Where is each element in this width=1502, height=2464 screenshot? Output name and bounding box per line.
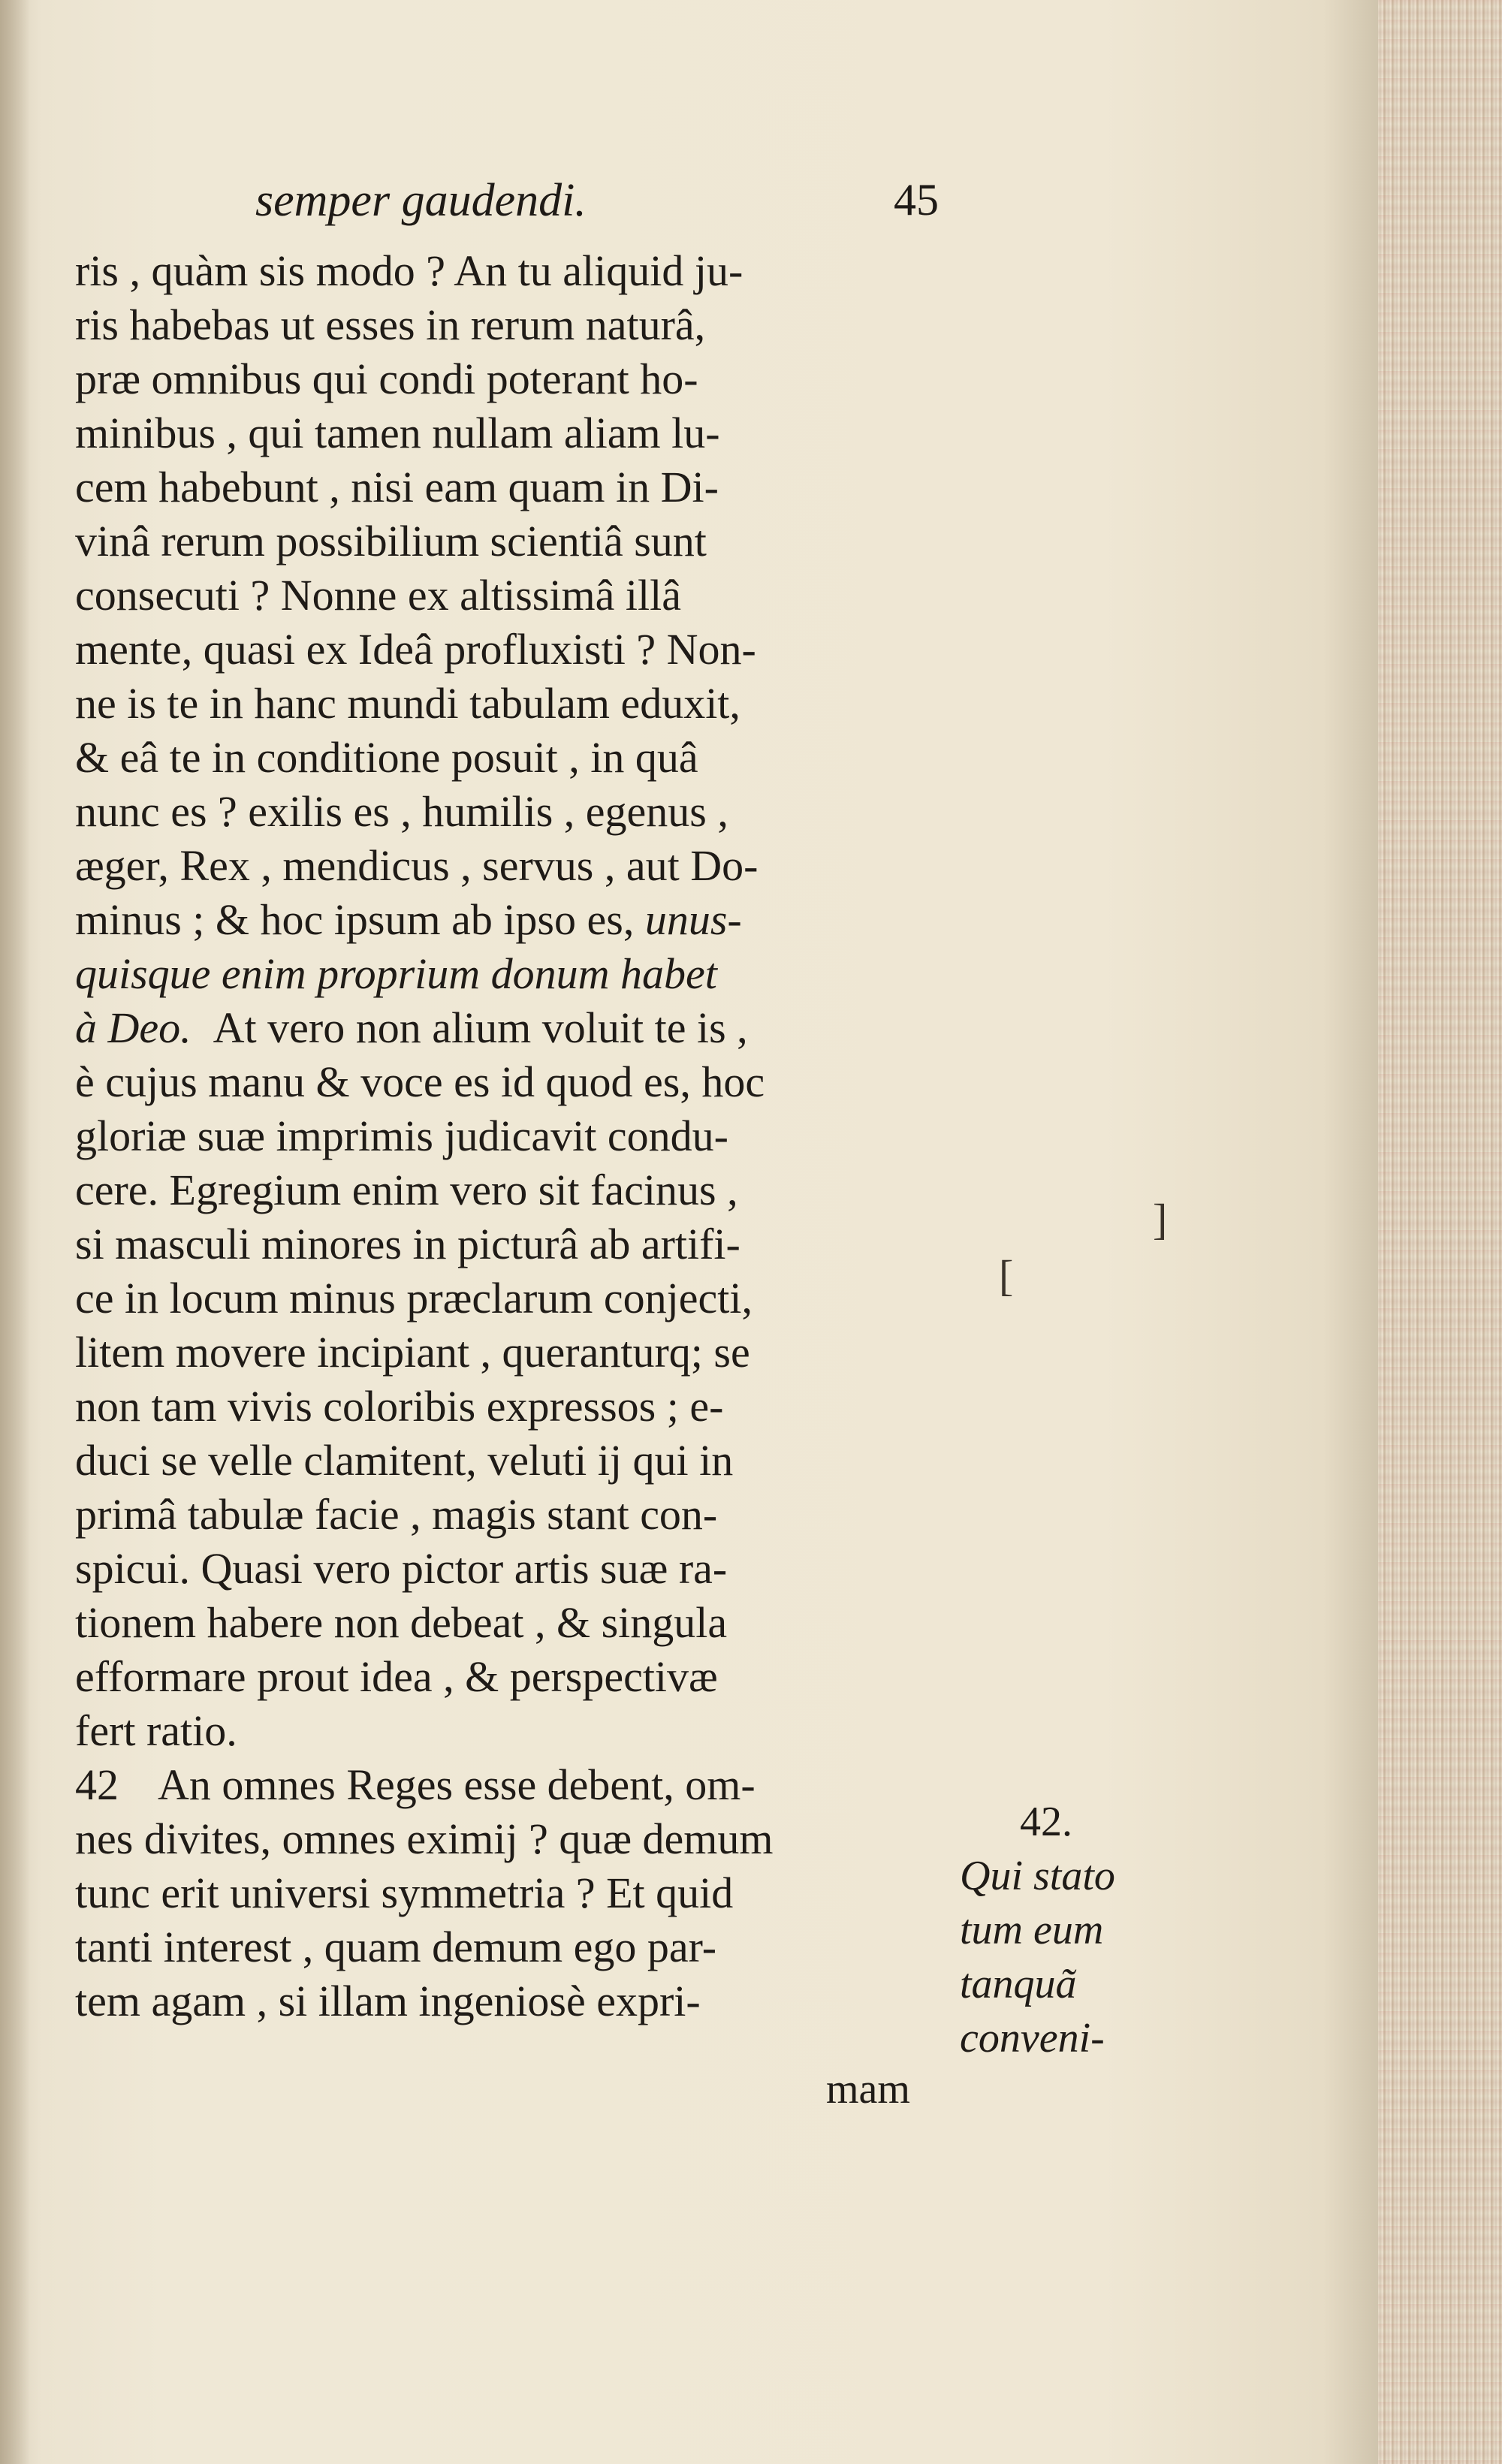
line-text: duci se velle clamitent, veluti ij qui in bbox=[75, 1436, 734, 1485]
text-line bbox=[75, 1217, 954, 1271]
text-line bbox=[75, 1109, 954, 1163]
text-line bbox=[75, 623, 954, 677]
line-text: nes divites, omnes eximij ? quæ demum bbox=[75, 1814, 774, 1863]
text-line bbox=[75, 677, 954, 731]
line-text: æger, Rex , mendicus , servus , aut Do- bbox=[75, 841, 759, 890]
line-text: minibus , qui tamen nullam aliam lu- bbox=[75, 409, 720, 457]
text-line bbox=[75, 298, 954, 352]
text-line bbox=[75, 947, 954, 1001]
line-text: nunc es ? exilis es , humilis , egenus , bbox=[75, 787, 728, 836]
line-text: præ omnibus qui condi poterant ho- bbox=[75, 354, 698, 403]
text-line bbox=[75, 568, 954, 623]
line-text: ris , quàm sis modo ? An tu aliquid ju- bbox=[75, 246, 743, 295]
line-text: tunc erit universi symmetria ? Et quid bbox=[75, 1868, 734, 1917]
book-page-edges bbox=[1378, 0, 1502, 2464]
line-text: An omnes Reges esse debent, om- bbox=[158, 1760, 756, 1809]
line-text: primâ tabulæ facie , magis stant con- bbox=[75, 1490, 718, 1539]
text-line bbox=[75, 460, 954, 514]
text-line bbox=[75, 1758, 954, 1812]
text-line bbox=[75, 1434, 954, 1488]
line-text: tem agam , si illam ingeniosè expri- bbox=[75, 1977, 701, 2025]
italic-text: quisque enim proprium donum habet bbox=[75, 949, 717, 998]
line-text: si masculi minores in picturâ ab artifi- bbox=[75, 1220, 740, 1268]
line-text: tanti interest , quam demum ego par- bbox=[75, 1923, 717, 1971]
line-text: At vero non alium voluit te is , bbox=[213, 1003, 748, 1052]
line-text: vinâ rerum possibilium scientiâ sunt bbox=[75, 517, 707, 565]
text-line bbox=[75, 1812, 954, 1866]
text-line bbox=[75, 1704, 954, 1758]
italic-text: à Deo. bbox=[75, 1003, 192, 1052]
body-text bbox=[75, 244, 954, 2028]
line-text: spicui. Quasi vero pictor artis suæ ra- bbox=[75, 1544, 728, 1593]
line-text: & eâ te in conditione posuit , in quâ bbox=[75, 733, 698, 782]
text-line bbox=[75, 1650, 954, 1704]
line-text: consecuti ? Nonne ex altissimâ illâ bbox=[75, 571, 681, 620]
margin-note-line: Qui stato bbox=[960, 1853, 1115, 1899]
text-line bbox=[75, 893, 954, 947]
section-number: 42 bbox=[75, 1760, 119, 1809]
text-line bbox=[75, 1920, 954, 1974]
gutter-shadow bbox=[0, 0, 30, 2464]
text-line bbox=[75, 785, 954, 839]
italic-text: unus- bbox=[644, 895, 742, 944]
text-line bbox=[75, 1271, 954, 1325]
text-line bbox=[75, 514, 954, 568]
margin-note-line: tum eum bbox=[960, 1907, 1104, 1953]
line-text: ce in locum minus præclarum conjecti, bbox=[75, 1274, 753, 1322]
text-line bbox=[75, 1325, 954, 1380]
margin-note-number: 42. bbox=[1020, 1799, 1072, 1845]
text-line bbox=[75, 1974, 954, 2028]
text-line bbox=[75, 1001, 954, 1055]
text-line bbox=[75, 352, 954, 406]
line-text: ne is te in hanc mundi tabulam eduxit, bbox=[75, 679, 740, 728]
margin-bracket-mark: [ bbox=[999, 1251, 1014, 1300]
line-text: mente, quasi ex Ideâ profluxisti ? Non- bbox=[75, 625, 756, 674]
running-head: semper gaudendi. bbox=[255, 175, 587, 226]
text-line bbox=[75, 1488, 954, 1542]
margin-bracket-mark: ] bbox=[1153, 1195, 1168, 1244]
line-text: tionem habere non debeat , & singula bbox=[75, 1598, 728, 1647]
line-text: ris habebas ut esses in rerum naturâ, bbox=[75, 300, 706, 349]
text-line bbox=[75, 1055, 954, 1109]
line-text: minus ; & hoc ipsum ab ipso es, bbox=[75, 895, 635, 944]
line-text: fert ratio. bbox=[75, 1706, 237, 1755]
line-text: gloriæ suæ imprimis judicavit condu- bbox=[75, 1111, 728, 1160]
line-text: cere. Egregium enim vero sit facinus , bbox=[75, 1166, 738, 1214]
line-text: non tam vivis coloribis expressos ; e- bbox=[75, 1382, 724, 1431]
text-line bbox=[75, 1596, 954, 1650]
text-line bbox=[75, 406, 954, 460]
text-line bbox=[75, 839, 954, 893]
margin-note-line: tanquã bbox=[960, 1961, 1077, 2007]
text-line bbox=[75, 1542, 954, 1596]
line-text: efformare prout idea , & perspectivæ bbox=[75, 1652, 718, 1701]
margin-note-line: conveni- bbox=[960, 2015, 1105, 2061]
text-line bbox=[75, 731, 954, 785]
text-line bbox=[75, 1163, 954, 1217]
line-text: cem habebunt , nisi eam quam in Di- bbox=[75, 463, 719, 511]
page-number: 45 bbox=[894, 175, 939, 225]
catchword: mam bbox=[826, 2066, 910, 2113]
text-line bbox=[75, 244, 954, 298]
text-line bbox=[75, 1380, 954, 1434]
line-text: è cujus manu & voce es id quod es, hoc bbox=[75, 1057, 765, 1106]
margin-note bbox=[960, 1795, 1178, 2065]
line-text: litem movere incipiant , queranturq; se bbox=[75, 1328, 750, 1377]
text-line bbox=[75, 1866, 954, 1920]
page-header bbox=[255, 174, 961, 234]
